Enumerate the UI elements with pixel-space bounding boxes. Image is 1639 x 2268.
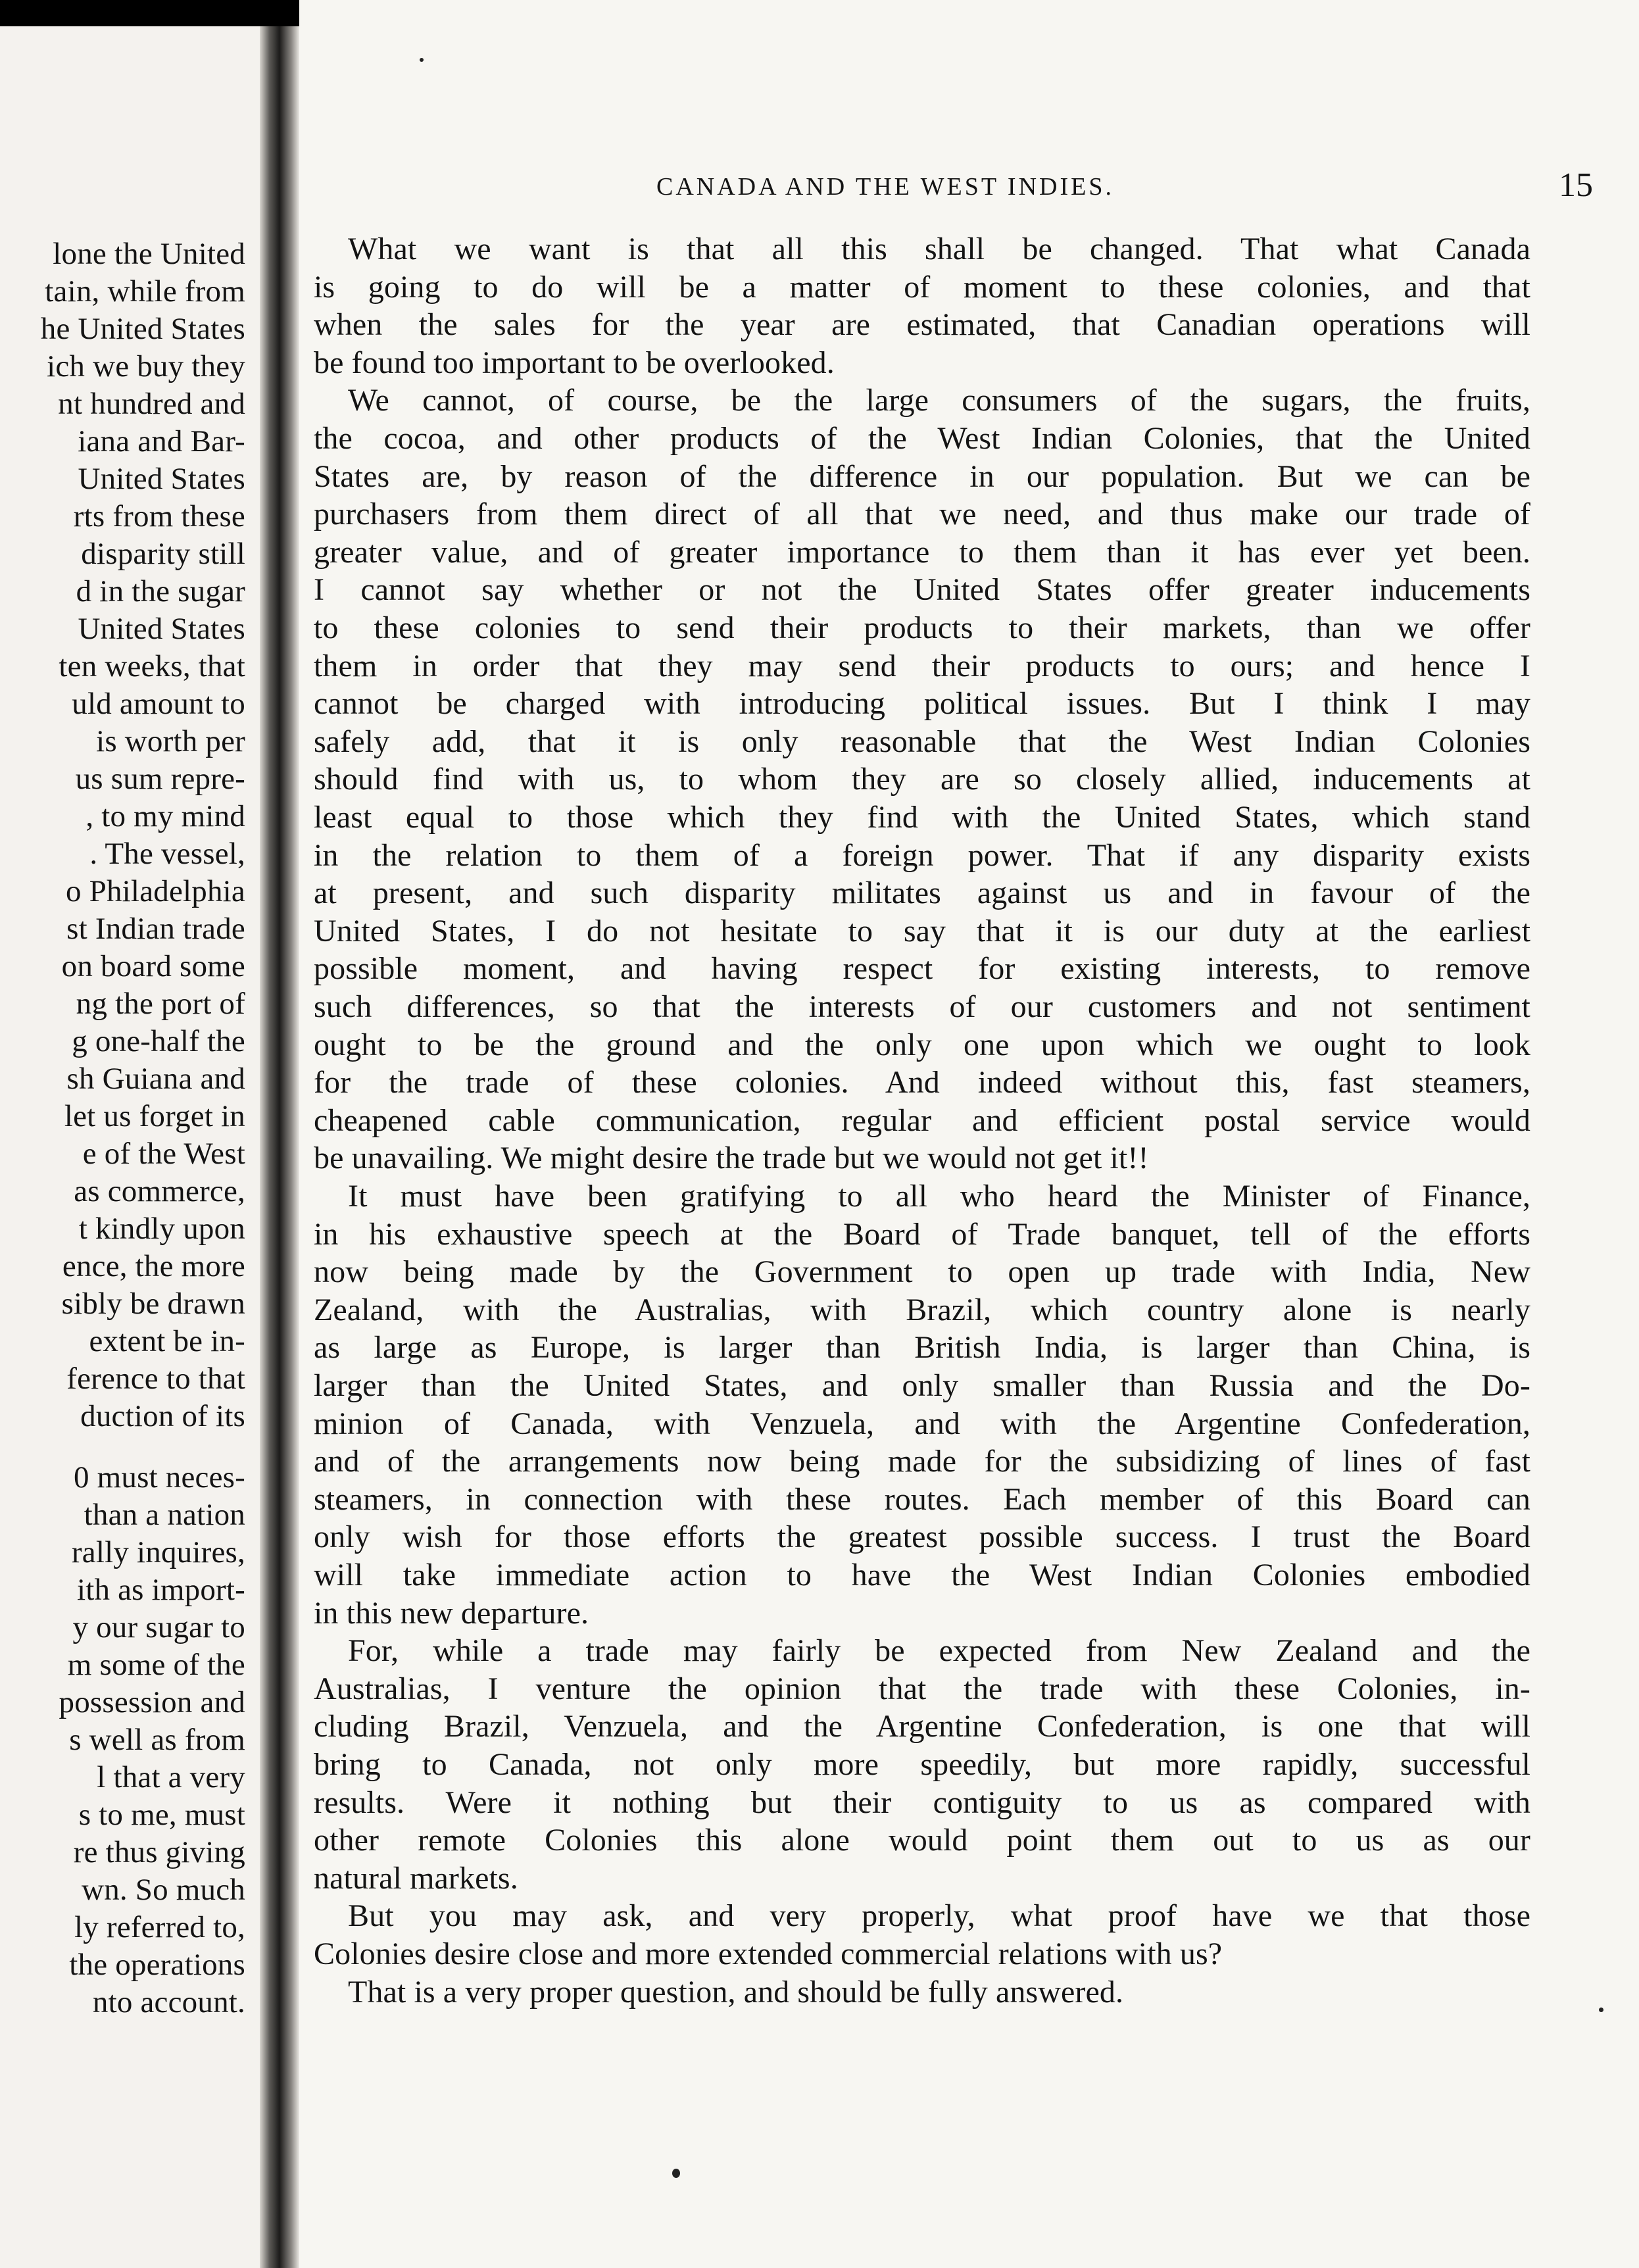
left-page-line: ence, the more	[62, 1249, 245, 1283]
left-page-line: sh Guiana and	[66, 1062, 245, 1096]
left-page-line: disparity still	[81, 537, 245, 571]
body-line: be found too important to be overlooked.	[314, 345, 835, 380]
left-page-line: ith as import-	[76, 1573, 245, 1607]
body-line: minion of Canada, with Venzuela, and with the Argentine Confederation,	[314, 1406, 1530, 1441]
body-line: Zealand, with the Australias, with Brazil, which country alone is nearly	[314, 1292, 1530, 1327]
body-line: cannot be charged with introducing political issues. But I think I may	[314, 686, 1530, 722]
left-page-line: d in the sugar	[76, 574, 245, 608]
left-page-line: ng the port of	[76, 987, 245, 1021]
body-line: Colonies desire close and more extended commercial relations with us?	[314, 1936, 1223, 1971]
left-page-line: he United States	[40, 312, 245, 346]
body-line: the cocoa, and other products of the West Indian Colonies, that the United	[314, 421, 1530, 456]
body-line: results. Were it nothing but their contiguity to us as compared with	[314, 1785, 1530, 1820]
body-line: What we want is that all this shall be changed. That what Canada	[348, 232, 1530, 266]
body-line: bring to Canada, not only more speedily, but more rapidly, successful	[314, 1747, 1530, 1782]
left-page-line: ference to that	[66, 1362, 245, 1396]
left-page-fragment	[0, 26, 260, 2268]
body-line: and of the arrangements now being made for the subsidizing of lines of fast	[314, 1444, 1530, 1479]
body-line: in this new departure.	[314, 1595, 589, 1631]
body-line: at present, and such disparity militates against us and in favour of the	[314, 875, 1530, 911]
body-line: Australias, I venture the opinion that the trade with these Colonies, in-	[314, 1671, 1530, 1706]
left-page-line: nt hundred and	[58, 387, 245, 421]
left-page-line: ly referred to,	[74, 1910, 245, 1944]
body-line: possible moment, and having respect for existing interests, to remove	[314, 951, 1530, 987]
body-line: such differences, so that the interests of our customers and not sentiment	[314, 989, 1530, 1024]
left-page-line: e of the West	[82, 1137, 245, 1171]
body-line: steamers, in connection with these routes. Each member of this Board can	[314, 1481, 1530, 1517]
left-page-line: let us forget in	[64, 1099, 245, 1133]
left-page-line: wn. So much	[82, 1873, 245, 1907]
right-page	[299, 0, 1639, 2268]
body-line: safely add, that it is only reasonable that the West Indian Colonies	[314, 724, 1530, 759]
left-page-line: re thus giving	[73, 1835, 245, 1869]
ink-speck	[672, 2169, 680, 2178]
body-line: other remote Colonies this alone would point them out to us as our	[314, 1823, 1530, 1858]
body-line: is going to do will be a matter of moment to these colonies, and that	[314, 269, 1530, 305]
body-line: I cannot say whether or not the United States offer greater inducements	[314, 572, 1530, 608]
body-line: only wish for those efforts the greatest possible success. I trust the Board	[314, 1519, 1530, 1555]
body-line: ought to be the ground and the only one upon which we ought to look	[314, 1027, 1530, 1062]
body-line: That is a very proper question, and should be fully answered.	[348, 1974, 1124, 2009]
left-page-line: United States	[78, 462, 245, 496]
body-line: larger than the United States, and only smaller than Russia and the Do-	[314, 1368, 1530, 1403]
left-page-line: United States	[78, 612, 245, 646]
page-number: 15	[1559, 166, 1593, 204]
left-page-line: , to my mind	[86, 799, 245, 833]
left-page-line: . The vessel,	[89, 837, 245, 871]
left-page-line: nto account.	[92, 1985, 245, 2019]
body-line: least equal to those which they find with the United States, which stand	[314, 800, 1530, 835]
body-line: It must have been gratifying to all who heard the Minister of Finance,	[348, 1179, 1530, 1214]
body-line: when the sales for the year are estimated, that Canadian operations will	[314, 307, 1530, 343]
left-page-line: rally inquires,	[71, 1535, 245, 1569]
left-page-line: o Philadelphia	[65, 874, 245, 908]
left-page-line: sibly be drawn	[61, 1287, 245, 1321]
body-line: But you may ask, and very properly, what proof have we that those	[348, 1898, 1530, 1934]
running-head: CANADA AND THE WEST INDIES.	[656, 173, 1114, 201]
body-line: to these colonies to send their products to their markets, than we offer	[314, 610, 1530, 645]
left-page-line: duction of its	[80, 1399, 245, 1433]
left-page-line: ich we buy they	[47, 349, 245, 383]
body-line: as large as Europe, is larger than British India, is larger than China, is	[314, 1330, 1530, 1366]
left-page-line: is worth per	[96, 724, 245, 758]
left-page-line: iana and Bar-	[78, 424, 245, 458]
left-page-line: s well as from	[69, 1723, 245, 1757]
left-page-line: extent be in-	[89, 1324, 245, 1358]
left-page-line: than a nation	[84, 1498, 245, 1532]
body-line: be unavailing. We might desire the trade but we would not get it!!	[314, 1141, 1149, 1176]
left-page-line: lone the United	[53, 237, 245, 271]
body-line: will take immediate action to have the West Indian Colonies embodied	[314, 1558, 1530, 1592]
body-line: purchasers from them direct of all that we need, and thus make our trade of	[314, 497, 1530, 532]
body-line: greater value, and of greater importance to them than it has ever yet been.	[314, 534, 1530, 570]
left-page-line: possession and	[59, 1685, 245, 1719]
left-page-line: ten weeks, that	[59, 649, 245, 683]
body-line: cheapened cable communication, regular and efficient postal service would	[314, 1102, 1530, 1138]
body-line: for the trade of these colonies. And indeed without this, fast steamers,	[314, 1065, 1530, 1100]
left-page-line: us sum repre-	[75, 762, 245, 796]
body-line: United States, I do not hesitate to say that it is our duty at the earliest	[314, 913, 1530, 949]
left-page-line: m some of the	[67, 1648, 245, 1682]
ink-speck	[1599, 2008, 1603, 2012]
body-line: States are, by reason of the difference in our population. But we can be	[314, 458, 1530, 494]
left-page-line: y our sugar to	[72, 1610, 245, 1644]
left-page-line: rts from these	[73, 499, 245, 533]
left-page-line: l that a very	[97, 1760, 245, 1794]
left-page-line: tain, while from	[45, 274, 245, 308]
left-page-line: uld amount to	[72, 687, 245, 721]
body-line: in the relation to them of a foreign power. That if any disparity exists	[314, 837, 1530, 873]
left-page-line: as commerce,	[74, 1174, 245, 1208]
left-page-line: t kindly upon	[78, 1212, 245, 1246]
body-line: cluding Brazil, Venzuela, and the Argentine Confederation, is one that will	[314, 1709, 1530, 1744]
body-line: For, while a trade may fairly be expected from New Zealand and the	[348, 1633, 1530, 1669]
body-line: We cannot, of course, be the large consumers of the sugars, the fruits,	[348, 383, 1530, 418]
body-line: should find with us, to whom they are so closely allied, inducements at	[314, 762, 1530, 797]
ink-speck	[420, 58, 424, 62]
left-page-line: g one-half the	[72, 1024, 245, 1058]
left-page-line: s to me, must	[78, 1798, 245, 1832]
left-page-line: on board some	[61, 949, 245, 983]
left-page-line: 0 must neces-	[73, 1460, 245, 1494]
body-line: now being made by the Government to open up trade with India, New	[314, 1254, 1530, 1290]
body-line: natural markets.	[314, 1860, 518, 1896]
body-line: in his exhaustive speech at the Board of Trade banquet, tell of the efforts	[314, 1216, 1530, 1252]
body-line: them in order that they may send their products to ours; and hence I	[314, 648, 1530, 683]
book-gutter	[260, 26, 299, 2268]
left-page-line: st Indian trade	[66, 912, 245, 946]
left-page-line: the operations	[69, 1948, 245, 1982]
